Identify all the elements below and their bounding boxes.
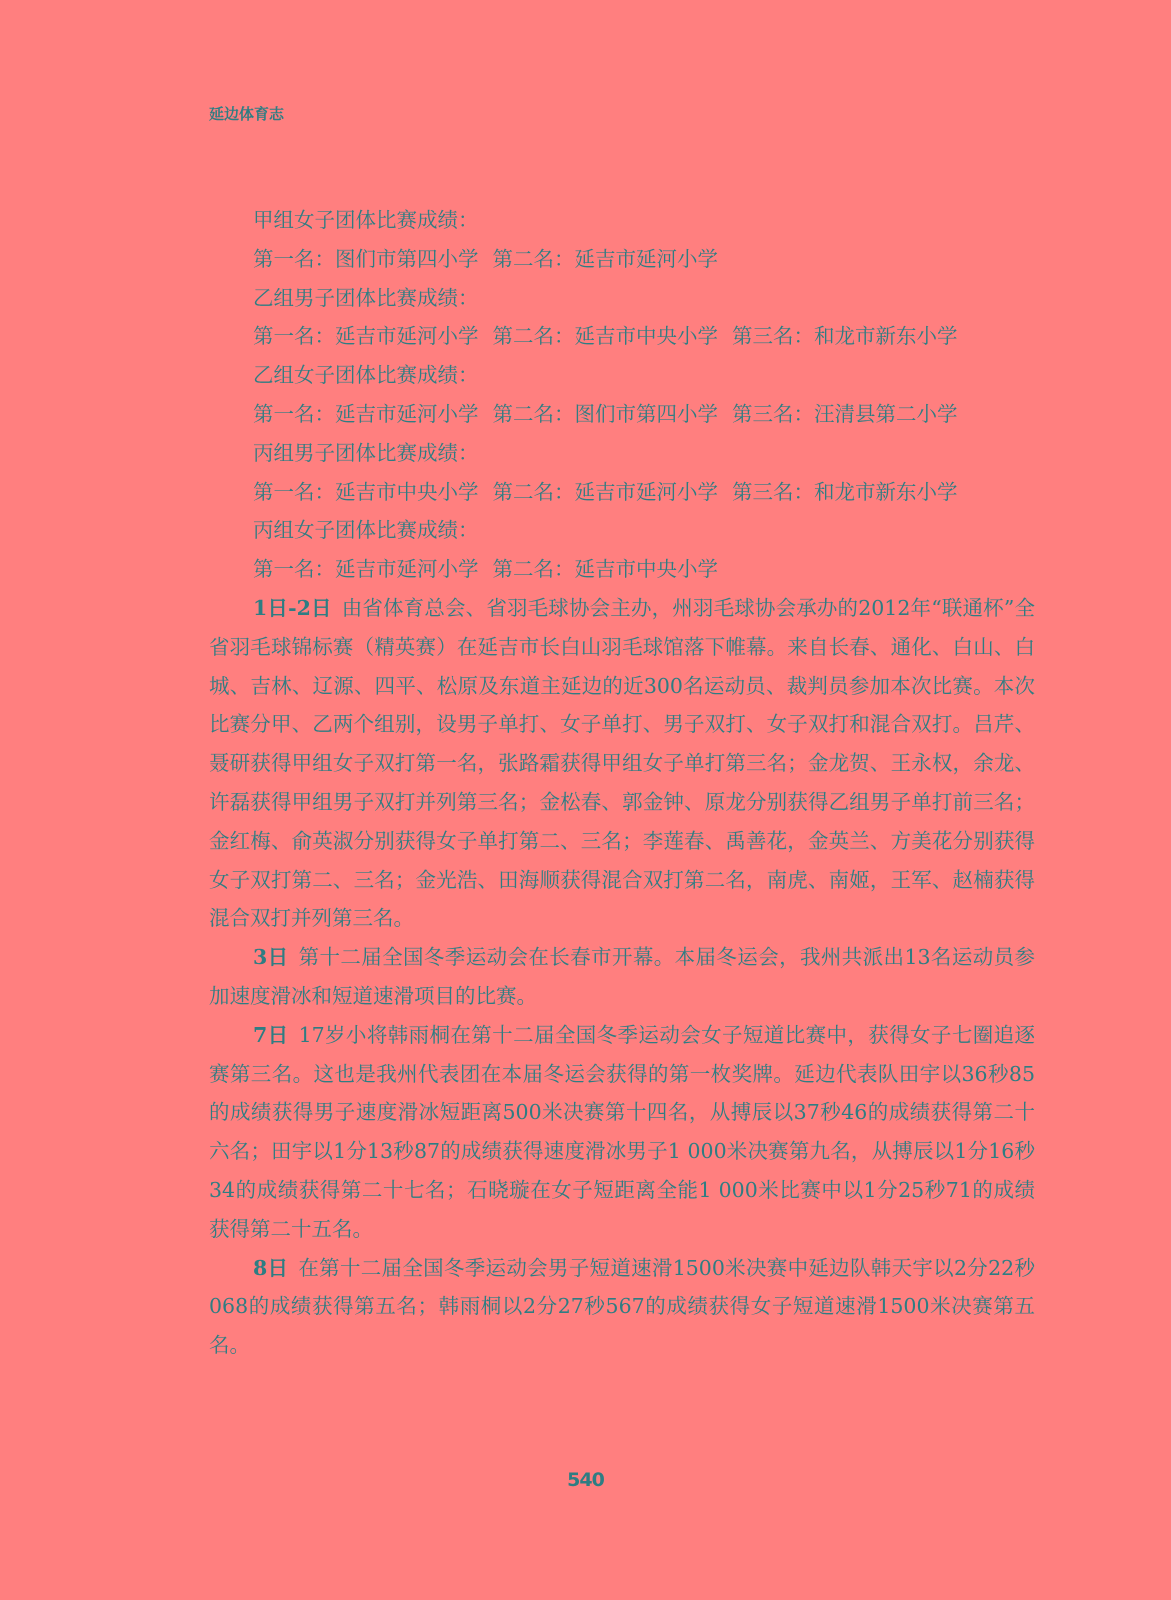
chronicle-entry [209, 938, 1035, 1016]
running-header: 延边体育志 [209, 105, 285, 123]
place: 第二名：图们市第四小学 [492, 401, 718, 426]
place: 第一名：延吉市中央小学 [253, 479, 479, 504]
result-group [209, 279, 1035, 357]
result-label: 丙组女子团体比赛成绩： [253, 518, 479, 543]
entry-date: 1日-2日 [253, 595, 332, 620]
entry-date: 3日 [253, 945, 289, 970]
chronicle-entry [209, 1016, 1035, 1249]
result-label: 乙组男子团体比赛成绩： [253, 285, 479, 310]
result-group [209, 356, 1035, 434]
entry-text: 17岁小将韩雨桐在第十二届全国冬季运动会女子短道比赛中，获得女子七圈追逐赛第三名。这也是我州代表团在本届冬运会获得的第一枚奖牌。延边代表队田宇以36秒85的成绩获得男子速度滑冰短距离500米决赛第十四名，从搏辰以37秒46的成绩获得第二十六名；田宇以1分13秒87的成绩获得速度滑冰男子1 000米决赛第九名，从搏辰以1分16秒34的成绩获得第二十七名；石晓璇在女子短距离全能1 000米比赛中以1分25秒71的成绩获得第二十五名。 [209, 1022, 1036, 1241]
place: 第二名：延吉市延河小学 [492, 246, 718, 271]
result-places [209, 395, 1035, 434]
place: 第二名：延吉市中央小学 [492, 324, 718, 349]
place: 第二名：延吉市中央小学 [492, 557, 718, 582]
place: 第三名：和龙市新东小学 [732, 324, 958, 349]
result-places [209, 550, 1035, 589]
place: 第一名：图们市第四小学 [253, 246, 479, 271]
result-label: 甲组女子团体比赛成绩： [253, 208, 479, 232]
body-text [209, 201, 1035, 1365]
result-places [209, 473, 1035, 512]
result-label: 乙组女子团体比赛成绩： [253, 363, 479, 388]
result-label: 丙组男子团体比赛成绩： [253, 440, 479, 465]
place: 第一名：延吉市延河小学 [253, 324, 479, 349]
place: 第一名：延吉市延河小学 [253, 401, 479, 426]
entry-text: 在第十二届全国冬季运动会男子短道速滑1500米决赛中延边队韩天宇以2分22秒068的成绩获得第五名；韩雨桐以2分27秒567的成绩获得女子短道速滑1500米决赛第五名。 [209, 1255, 1035, 1358]
result-places [209, 317, 1035, 356]
place: 第二名：延吉市延河小学 [492, 479, 718, 504]
place: 第一名：延吉市延河小学 [253, 557, 479, 582]
entry-text: 由省体育总会、省羽毛球协会主办，州羽毛球协会承办的2012年“联通杯”全省羽毛球锦标赛（精英赛）在延吉市长白山羽毛球馆落下帷幕。来自长春、通化、白山、白城、吉林、辽源、四平、松原及东道主延边的近300名运动员、裁判员参加本次比赛。本次比赛分甲、乙两个组别，设男子单打、女子单打、男子双打、女子双打和混合双打。吕芹、聂研获得甲组女子双打第一名，张路霜获得甲组女子单打第三名；金龙贺、王永权，余龙、许磊获得甲组男子双打并列第三名；金松春、郭金钟、原龙分别获得乙组男子单打前三名；金红梅、俞英淑分别获得女子单打第二、三名；李莲春、禹善花，金英兰、方美花分别获得女子双打第二、三名；金光浩、田海顺获得混合双打第二名，南虎、南姬，王军、赵楠获得混合双打并列第三名。 [209, 595, 1035, 931]
result-group [209, 201, 1035, 279]
place: 第三名：和龙市新东小学 [732, 479, 958, 504]
entry-date: 7日 [253, 1022, 289, 1047]
page-number: 540 [567, 1469, 604, 1491]
chronicle-entry [209, 1249, 1035, 1365]
chronicle-entry [209, 589, 1035, 938]
entry-date: 8日 [253, 1255, 289, 1280]
entry-text: 第十二届全国冬季运动会在长春市开幕。本届冬运会，我州共派出13名运动员参加速度滑冰和短道速滑项目的比赛。 [209, 945, 1036, 1008]
result-places [209, 240, 1035, 279]
place: 第三名：汪清县第二小学 [732, 401, 958, 426]
result-group [209, 434, 1035, 512]
result-group [209, 511, 1035, 589]
